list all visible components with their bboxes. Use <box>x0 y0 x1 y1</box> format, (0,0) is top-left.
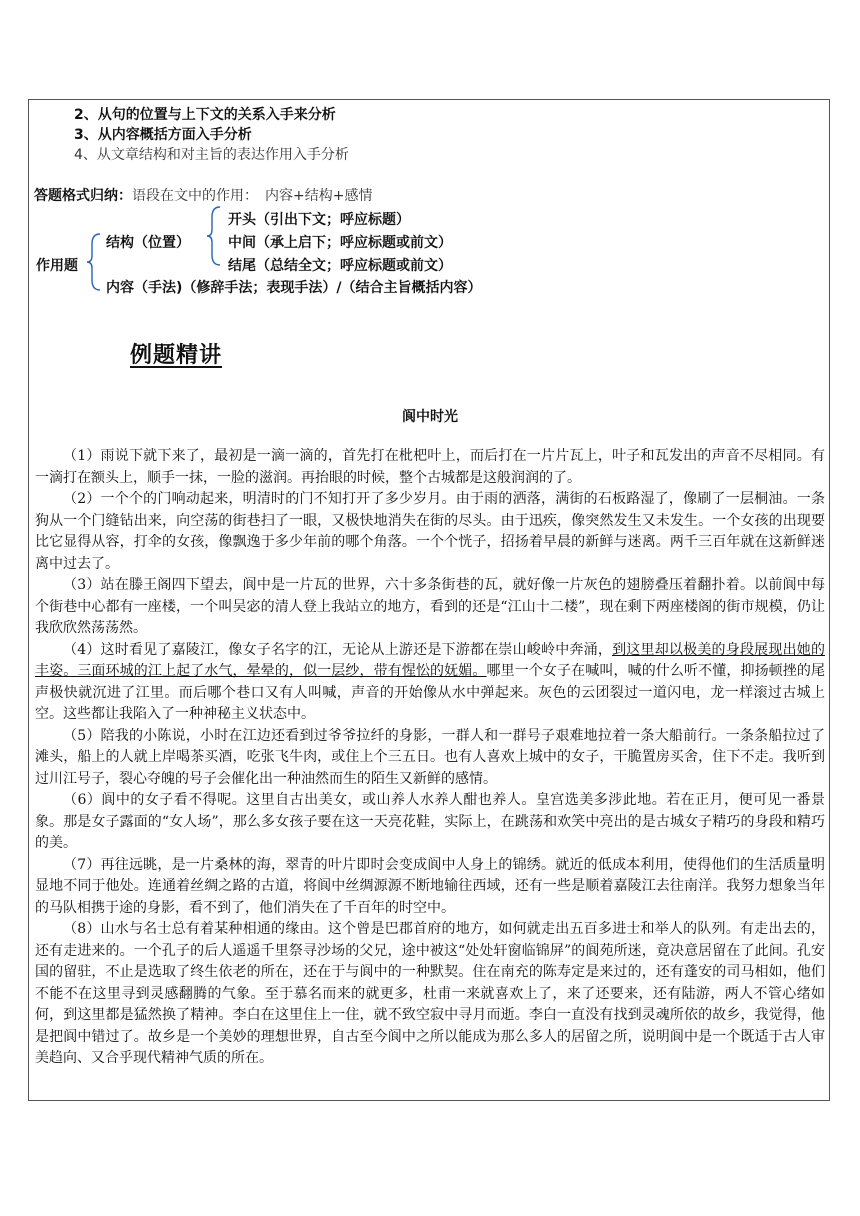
inner-brace <box>206 205 224 267</box>
paragraph-4-start: （4）这时看见了嘉陵江，像女子名字的江，无论从上游还是下游都在崇山峻岭中奔涌， <box>63 641 613 658</box>
section-heading: 例题精讲 <box>130 343 223 368</box>
diagram-root: 作用题 <box>36 258 78 274</box>
paragraph-7: （7）再往远眺，是一片桑林的海，翠青的叶片即时会变成阆中人身上的锦绣。就近的低成本利用，使得他们的生活质量明显地不同于他处。连通着丝绸之路的古道，将阆中丝绸源源不断地输往西域，还有一些是顺着嘉陵江去往南洋。我努力想象当年的马队相携于途的身影，看不到了，他们消失在了千百年的时空中。 <box>35 856 825 916</box>
article-title: 阆中时光 <box>402 409 458 425</box>
paragraph-1: （1）雨说下就下来了，最初是一滴一滴的，首先打在枇杷叶上，而后打在一片片瓦上，叶子和瓦发出的声音不尽相同。有一滴打在额头上，顺手一抹，一脸的滋润。再抬眼的时候，整个古城都是这般润润的了。 <box>35 448 825 486</box>
method-item: 4、从文章结构和对主旨的表达作用入手分析 <box>74 147 349 163</box>
answer-format-label: 答题格式归纳： <box>34 188 132 204</box>
paragraph-6: （6）阆中的女子看不得呢。这里自古出美女，或山养人水养人酣也养人。皇宫选美多涉此地。若在正月，便可见一番景象。那是女子露面的“女人场”，那么多女孩子要在这一天亮花鞋，实际上，在跳荡和欢笑中亮出的是古城女子精巧的身段和精巧的美。 <box>35 792 825 851</box>
method-item: 2、从句的位置与上下文的关系入手来分析 <box>74 107 336 123</box>
paragraph-2: （2）一个个的门响动起来，明清时的门不知打开了多少岁月。由于雨的洒落，满街的石板路湿了，像刷了一层桐油。一条狗从一个门缝钻出来，向空荡的街巷扫了一眼，又极快地消失在街的尽头。由于迅疾，像突然发生又未发生。一个女孩的出现要比它显得从容，打伞的女孩，像飘逸于多少年前的哪个角落。一个个恍子，招扬着早晨的新鲜与迷离。两千三百年就在这新鲜迷离中过去了。 <box>35 491 825 572</box>
article-body <box>35 446 825 1070</box>
underlined-sentence: 到这里却以极美的身段展现出她的丰姿。三面环城的江上起了水气，晕晕的，似一层纱，带有惺忪的妩媚。 <box>35 641 826 679</box>
outer-brace <box>86 232 104 292</box>
structure-item-ending: 结尾（总结全文；呼应标题或前文） <box>228 258 452 274</box>
paragraph-4 <box>35 640 825 726</box>
paragraph-8: （8）山水与名士总有着某种相通的缘由。这个曾是巴郡首府的地方，如何就走出五百多进士和举人的队列。有走出去的，还有走进来的。一个孔子的后人遥遥千里祭寻沙场的父兄，途中被这“处处轩窗临锦屏”的阆苑所迷，竟决意居留在了此间。孔安国的留驻，不止是选取了终生依老的所在，还在于与阆中的一种默契。住在南充的陈寿定是来过的，还有蓬安的司马相如，他们不能不在这里寻到灵感翻腾的气象。至于慕名而来的就更多，杜甫一来就喜欢上了，来了还要来，还有陆游，两人不管心绪如何，到这里都是猛然换了精神。李白在这里住上一住，就不致空寂中寻月而逝。李白一直没有找到灵魂所依的故乡，我觉得，他是把阆中错过了。故乡是一个美妙的理想世界，自古至今阆中之所以能成为那么多人的居留之所，说明阆中是一个既适于古人审美趋向、又合乎现代精神气质的所在。 <box>35 921 825 1066</box>
diagram-structure: 结构（位置） <box>106 235 190 251</box>
diagram-content: 内容（手法)（修辞手法；表现手法）/（结合主旨概括内容） <box>106 280 482 296</box>
structure-item-middle: 中间（承上启下；呼应标题或前文） <box>228 235 452 251</box>
structure-item-opening: 开头（引出下文；呼应标题） <box>228 212 410 228</box>
paragraph-3: （3）站在滕王阁四下望去，阆中是一片瓦的世界，六十多条街巷的瓦，就好像一片灰色的翅膀叠压着翻扑着。以前阆中每个街巷中心都有一座楼，一个叫吴宓的清人登上我站立的地方，看到的还是“江山十二楼”，现在剩下两座楼阁的街市规模，仍让我欣欣然荡荡然。 <box>35 577 825 636</box>
paragraph-5: （5）陪我的小陈说，小时在江边还看到过爷爷拉纤的身影，一群人和一群号子艰难地拉着一条大船前行。一条条船拉过了滩头，船上的人就上岸喝茶买酒，吃张飞牛肉，或住上个三五日。也有人喜欢上城中的女子，干脆置房买舍，住下不走。我听到过川江号子，裂心夺魄的号子会催化出一种油然而生的陌生又新鲜的感情。 <box>35 727 825 787</box>
paragraph-4-end: 哪里一个女子在喊叫，喊的什么听不懂，抑扬顿挫的尾声极快就沉进了江里。而后哪个巷口又有人叫喊，声音的开始像从水中弹起来。灰色的云团裂过一道闪电，龙一样滚过古城上空。这些都让我陷入了一种神秘主义状态中。 <box>35 663 826 722</box>
method-item: 3、从内容概括方面入手分析 <box>74 127 252 143</box>
answer-format-text: 语段在文中的作用： 内容+结构+感情 <box>132 188 373 204</box>
answer-format <box>34 186 372 206</box>
